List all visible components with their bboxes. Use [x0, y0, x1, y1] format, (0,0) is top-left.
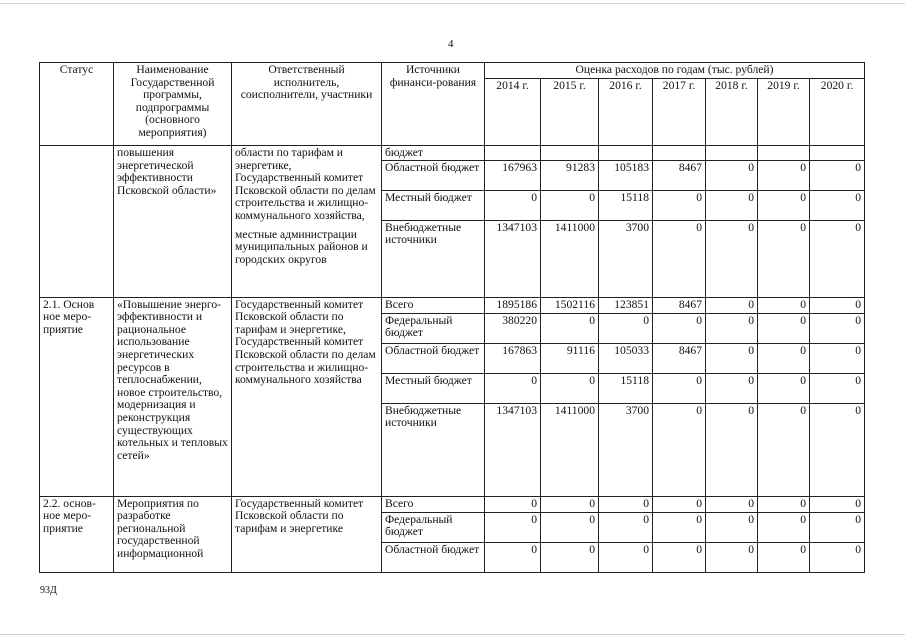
value-cell: 0 — [706, 190, 758, 220]
value-cell: 0 — [541, 313, 599, 343]
value-cell — [599, 146, 653, 161]
value-cell: 0 — [758, 512, 810, 542]
value-cell: 1895186 — [485, 297, 541, 313]
source-cell: Областной бюджет — [382, 542, 485, 572]
source-cell: бюджет — [382, 146, 485, 161]
value-cell: 1347103 — [485, 403, 541, 496]
source-cell: Местный бюджет — [382, 373, 485, 403]
value-cell: 0 — [653, 190, 706, 220]
value-cell: 0 — [810, 313, 865, 343]
value-cell — [810, 146, 865, 161]
value-cell: 0 — [653, 373, 706, 403]
value-cell: 0 — [485, 190, 541, 220]
value-cell: 0 — [706, 313, 758, 343]
value-cell — [706, 146, 758, 161]
value-cell: 0 — [810, 373, 865, 403]
value-cell: 0 — [810, 190, 865, 220]
value-cell: 0 — [485, 373, 541, 403]
bottom-scan-edge — [0, 634, 905, 635]
value-cell: 0 — [599, 496, 653, 512]
value-cell: 0 — [599, 542, 653, 572]
value-cell: 8467 — [653, 297, 706, 313]
value-cell: 0 — [706, 403, 758, 496]
value-cell: 0 — [758, 220, 810, 297]
value-cell: 0 — [758, 373, 810, 403]
header-year: 2018 г. — [706, 79, 758, 146]
value-cell: 0 — [653, 496, 706, 512]
status-cell — [40, 146, 114, 298]
value-cell: 91283 — [541, 160, 599, 190]
value-cell: 0 — [810, 496, 865, 512]
responsible-cell: Государственный комитет Псковской области по тарифам и энергетике — [232, 496, 382, 572]
value-cell: 0 — [485, 496, 541, 512]
value-cell: 0 — [758, 496, 810, 512]
value-cell: 0 — [541, 542, 599, 572]
top-scan-edge — [0, 3, 905, 4]
value-cell: 0 — [810, 297, 865, 313]
value-cell: 15118 — [599, 373, 653, 403]
program-name-cell: «Повышение энерго-эффективности и рациональное использование энергетических ресурсов в теплоснабжении, новое строительство, модернизация и реконструкция существующих котельных и тепловых сетей» — [114, 297, 232, 496]
value-cell: 0 — [810, 542, 865, 572]
value-cell: 0 — [599, 313, 653, 343]
value-cell: 8467 — [653, 160, 706, 190]
value-cell: 3700 — [599, 220, 653, 297]
program-name-cell: повышения энергетической эффективности Псковской области» — [114, 146, 232, 298]
value-cell: 0 — [758, 297, 810, 313]
value-cell: 0 — [810, 343, 865, 373]
value-cell: 91116 — [541, 343, 599, 373]
source-cell: Федеральный бюджет — [382, 512, 485, 542]
value-cell: 0 — [485, 542, 541, 572]
source-cell: Федеральный бюджет — [382, 313, 485, 343]
value-cell: 0 — [541, 190, 599, 220]
value-cell: 0 — [706, 496, 758, 512]
responsible-cell — [232, 146, 382, 298]
status-cell: 2.1. Основ ное меро-приятие — [40, 297, 114, 496]
value-cell — [485, 146, 541, 161]
source-cell: Внебюджетные источники — [382, 220, 485, 297]
header-year: 2015 г. — [541, 79, 599, 146]
program-name-cell: Мероприятия по разработке региональной государственной информационной — [114, 496, 232, 572]
page-number: 4 — [448, 38, 454, 50]
value-cell: 1347103 — [485, 220, 541, 297]
value-cell: 0 — [653, 313, 706, 343]
value-cell: 380220 — [485, 313, 541, 343]
value-cell: 1411000 — [541, 220, 599, 297]
value-cell: 0 — [706, 512, 758, 542]
header-year: 2019 г. — [758, 79, 810, 146]
value-cell: 0 — [653, 542, 706, 572]
header-year: 2014 г. — [485, 79, 541, 146]
value-cell — [653, 146, 706, 161]
status-cell: 2.2. основ-ное меро-приятие — [40, 496, 114, 572]
value-cell: 0 — [706, 373, 758, 403]
value-cell: 0 — [706, 160, 758, 190]
header-responsible: Ответственный исполнитель, соисполнители, участники — [232, 63, 382, 146]
footer-code: 93Д — [40, 585, 57, 596]
value-cell: 0 — [706, 542, 758, 572]
value-cell: 123851 — [599, 297, 653, 313]
value-cell: 8467 — [653, 343, 706, 373]
source-cell: Всего — [382, 297, 485, 313]
table-row — [40, 146, 865, 161]
header-status: Статус — [40, 63, 114, 146]
value-cell: 0 — [541, 512, 599, 542]
value-cell: 105183 — [599, 160, 653, 190]
value-cell: 0 — [653, 403, 706, 496]
responsible-extra-text: местные администрации муниципальных районов и городских округов — [235, 227, 368, 266]
table-row — [40, 297, 865, 313]
header-year: 2016 г. — [599, 79, 653, 146]
source-cell: Областной бюджет — [382, 343, 485, 373]
expenditure-table — [39, 62, 865, 573]
header-year: 2020 г. — [810, 79, 865, 146]
value-cell: 0 — [758, 313, 810, 343]
source-cell: Внебюджетные источники — [382, 403, 485, 496]
table-row — [40, 496, 865, 512]
value-cell: 0 — [810, 220, 865, 297]
value-cell: 0 — [706, 297, 758, 313]
header-estimate: Оценка расходов по годам (тыс. рублей) — [485, 63, 865, 79]
value-cell: 0 — [810, 160, 865, 190]
value-cell — [758, 146, 810, 161]
header-sources: Источники финанси-рования — [382, 63, 485, 146]
value-cell: 0 — [653, 220, 706, 297]
value-cell: 0 — [758, 403, 810, 496]
value-cell: 0 — [810, 403, 865, 496]
value-cell: 1411000 — [541, 403, 599, 496]
value-cell: 0 — [706, 343, 758, 373]
value-cell: 0 — [706, 220, 758, 297]
responsible-text: области по тарифам и энергетике, Государственный комитет Псковской области по делам строительства и жилищно-коммунального хозяйства, — [235, 146, 376, 222]
value-cell: 0 — [541, 373, 599, 403]
value-cell: 15118 — [599, 190, 653, 220]
header-name: Наименование Государственной программы, подпрограммы (основного мероприятия) — [114, 63, 232, 146]
value-cell — [541, 146, 599, 161]
value-cell: 3700 — [599, 403, 653, 496]
source-cell: Областной бюджет — [382, 160, 485, 190]
source-cell: Местный бюджет — [382, 190, 485, 220]
value-cell: 0 — [485, 512, 541, 542]
header-year: 2017 г. — [653, 79, 706, 146]
value-cell: 105033 — [599, 343, 653, 373]
value-cell: 0 — [653, 512, 706, 542]
value-cell: 0 — [758, 190, 810, 220]
value-cell: 0 — [758, 343, 810, 373]
value-cell: 167863 — [485, 343, 541, 373]
value-cell: 0 — [599, 512, 653, 542]
value-cell: 0 — [758, 542, 810, 572]
value-cell: 0 — [541, 496, 599, 512]
value-cell: 0 — [758, 160, 810, 190]
header-row — [40, 63, 865, 79]
responsible-cell: Государственный комитет Псковской области по тарифам и энергетике, Государственный комитет Псковской области по делам строительства и жилищно-коммунального хозяйства — [232, 297, 382, 496]
value-cell: 167963 — [485, 160, 541, 190]
value-cell: 0 — [810, 512, 865, 542]
source-cell: Всего — [382, 496, 485, 512]
value-cell: 1502116 — [541, 297, 599, 313]
